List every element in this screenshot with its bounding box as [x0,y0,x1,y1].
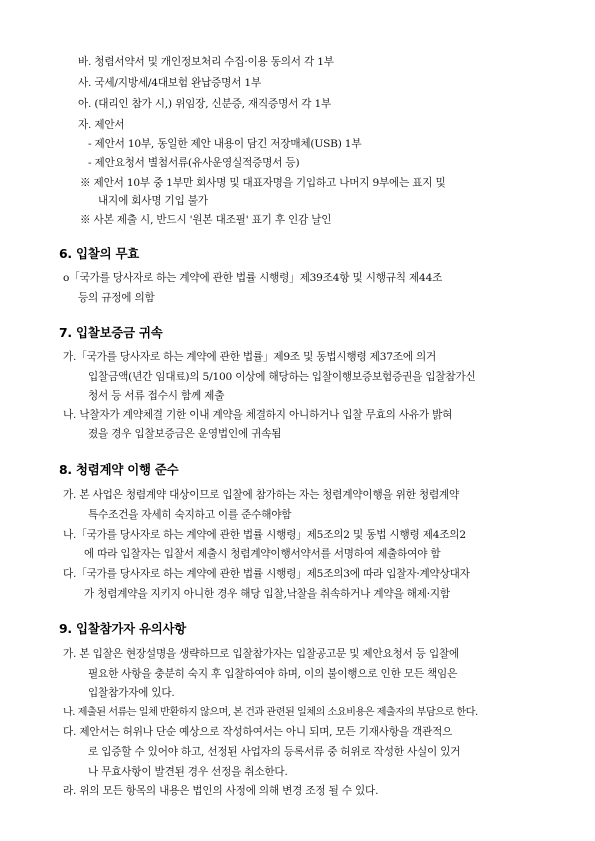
note-1-line1: ※ 제안서 10부 중 1부만 회사명 및 대표자명을 기입하고 나머지 9부에는 표지 및 [80,177,446,189]
item-ba: 바. 청렴서약서 및 개인정보처리 수집·이용 동의서 각 1부 [78,56,334,68]
item-ja-sub2: - 제안요청서 별첨서류(유사운영실적증명서 등) [88,157,300,169]
section-9-heading: 9. 입찰참가자 유의사항 [59,621,187,636]
item-a: 아. (대리인 참가 시,) 위임장, 신분증, 재직증명서 각 1부 [78,98,332,110]
section-7-ga-line3: 청서 등 서류 접수시 함께 제출 [88,390,225,402]
section-9-ga-line1: 가. 본 입찰은 현장설명을 생략하므로 입찰참가자는 입찰공고문 및 제안요청서 등 입찰에 [63,648,460,660]
section-7-ga-line1: 가.「국가를 당사자로 하는 계약에 관한 법률」제9조 및 동법시행령 제37조에 의거 [63,351,437,363]
item-ja: 자. 제안서 [78,119,125,131]
section-9-da-line1: 다. 제안서는 허위나 단순 예상으로 작성하여서는 아니 되며, 모든 기재사항을 객관적으 [63,726,453,738]
section-6-heading: 6. 입찰의 무효 [59,246,140,261]
section-8-da-line2: 가 청렴계약을 지키지 아니한 경우 해당 입찰,낙찰을 취속하거나 계약을 해제·지함 [84,588,450,600]
section-8-heading: 8. 청렴계약 이행 준수 [59,462,179,477]
section-9-da-line2: 로 입증할 수 있어야 하고, 선정된 사업자의 등록서류 중 허위로 작성한 사실이 있거 [88,746,461,758]
section-6-line1: o「국가를 당사자로 하는 계약에 관한 법률 시행령」제39조4항 및 시행규칙 제44조 [63,272,443,284]
section-9-na: 나. 제출된 서류는 일체 반환하지 않으며, 본 건과 관련된 일체의 소요비용은 제출자의 부담으로 한다. [63,707,478,718]
note-2: ※ 사본 제출 시, 반드시 '원본 대조필' 표기 후 인감 날인 [80,214,332,226]
section-7-na-line2: 졌을 경우 입찰보증금은 운영법인에 귀속됨 [88,428,282,440]
section-8-ga-line1: 가. 본 사업은 청렴계약 대상이므로 입찰에 참가하는 자는 청렴계약이행을 위한 청렴계약 [63,489,460,501]
section-8-na-line2: 에 따라 입찰자는 입찰서 제출시 청렴계약이행서약서를 서명하여 제출하여야 함 [84,548,441,560]
section-9-da-line3: 나 무효사항이 발견된 경우 선정을 취소한다. [88,766,288,778]
section-8-da-line1: 다.「국가를 당사자로 하는 계약에 관한 법률 시행령」제5조의3에 따라 입찰자·계약상대자 [63,568,470,580]
note-1-line2: 내지에 회사명 기입 불가 [98,195,208,207]
section-7-heading: 7. 입찰보증금 귀속 [59,325,163,340]
section-8-na-line1: 나.「국가를 당사자로 하는 계약에 관한 법률 시행령」제5조의2 및 동법 시행령 제4조의2 [63,529,466,541]
section-7-ga-line2: 입찰금액(년간 임대료)의 5/100 이상에 해당하는 입찰이행보증보험증권을 입찰참가신 [88,371,476,383]
section-6-line2: 등의 규정에 의함 [78,292,155,304]
section-7-na-line1: 나. 낙찰자가 계약체결 기한 이내 계약을 체결하지 아니하거나 입찰 무효의 사유가 밝혀 [63,409,453,421]
section-9-ga-line2: 필요한 사항을 충분히 숙지 후 입찰하여야 하며, 이의 불이행으로 인한 모든 책임은 [88,668,458,680]
section-8-ga-line2: 특수조건을 자세히 숙지하고 이를 준수해야함 [88,509,292,521]
section-9-ra: 라. 위의 모든 항목의 내용은 법인의 사정에 의해 변경 조정 될 수 있다. [63,785,379,797]
item-sa: 사. 국세/지방세/4대보험 완납증명서 1부 [78,77,261,89]
item-ja-sub1: - 제안서 10부, 동일한 제안 내용이 담긴 저장매체(USB) 1부 [88,138,362,150]
section-9-ga-line3: 입찰참가자에 있다. [88,687,175,699]
